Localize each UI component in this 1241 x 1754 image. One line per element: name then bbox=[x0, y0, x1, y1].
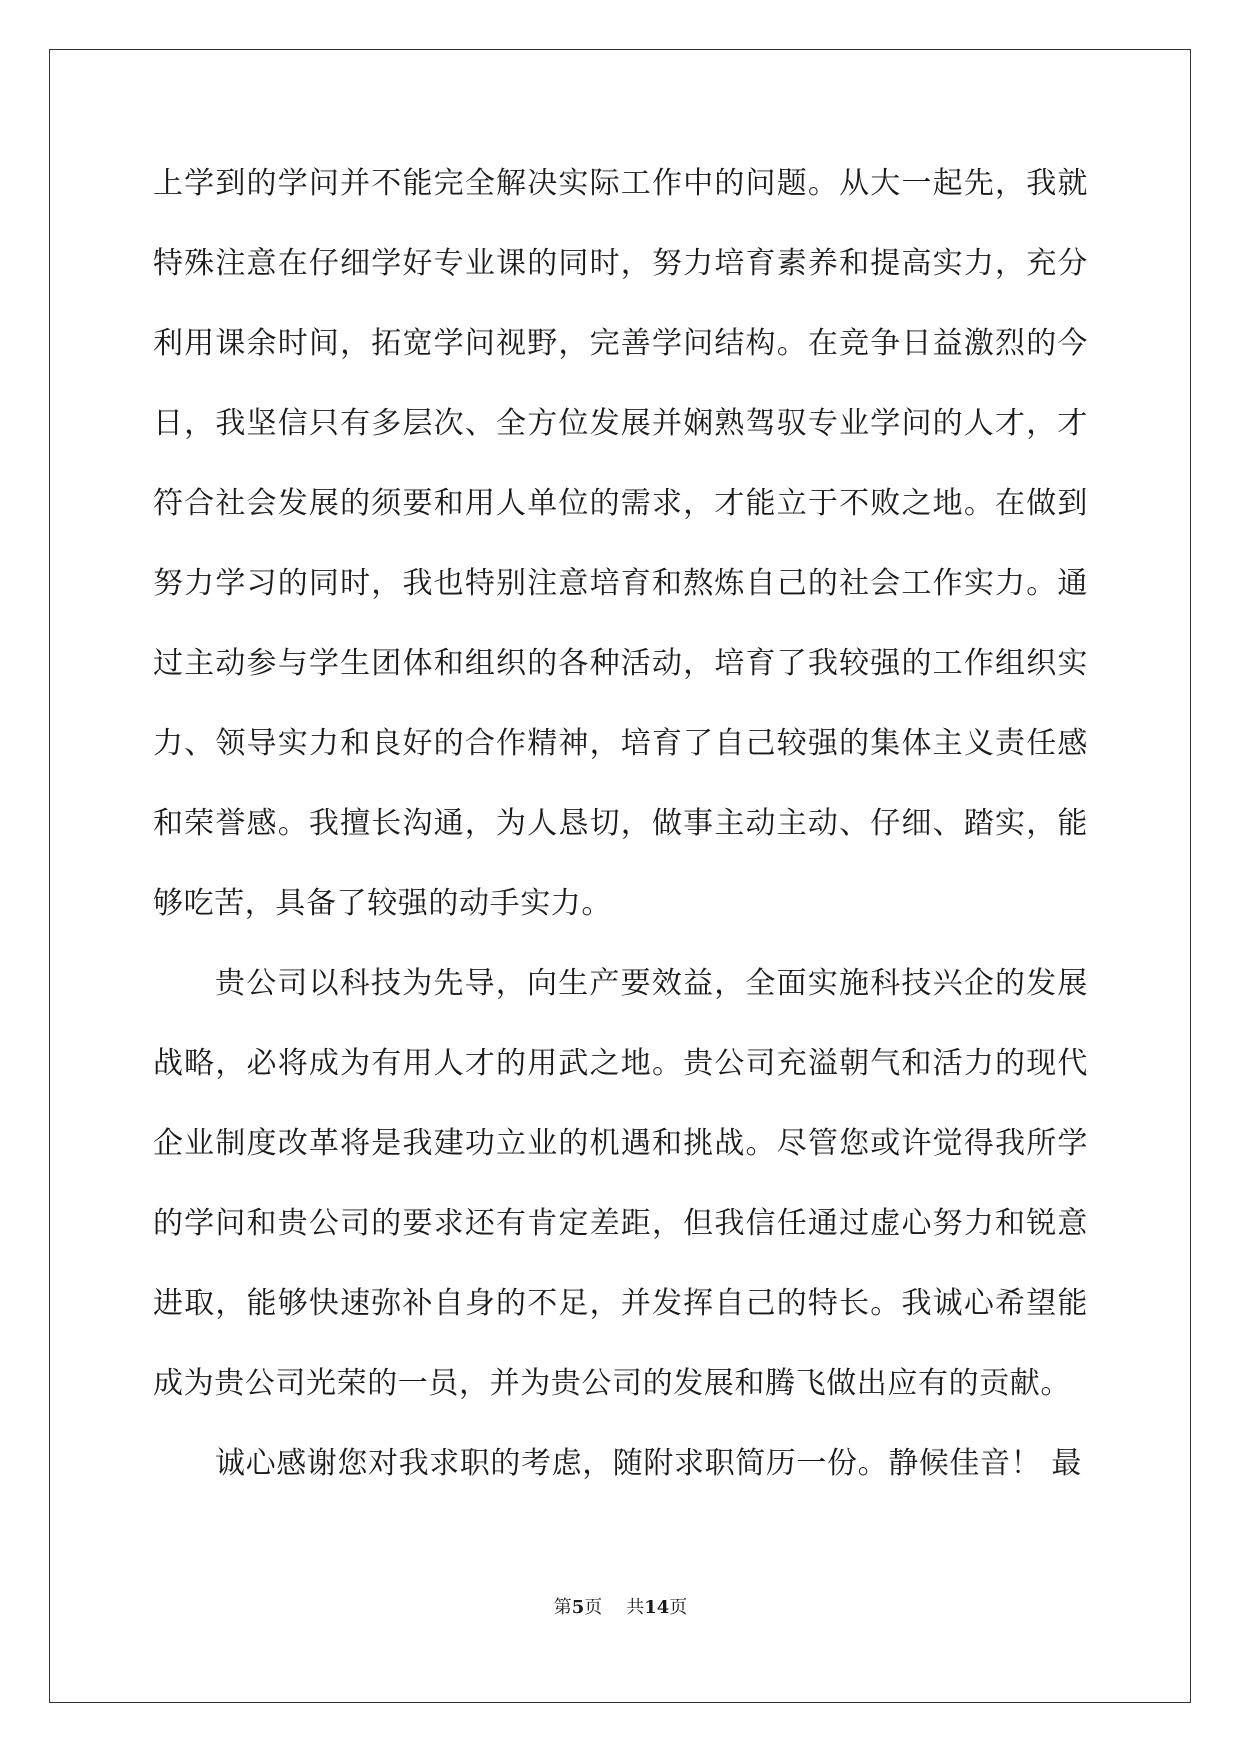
total-pages: 14 bbox=[644, 1597, 670, 1618]
page-prefix: 第 bbox=[553, 1597, 572, 1618]
text-line: 日，我坚信只有多层次、全方位发展并娴熟驾驭专业学问的人才，才 bbox=[153, 406, 1088, 441]
text-line: 特殊注意在仔细学好专业课的同时，努力培育素养和提高实力，充分 bbox=[153, 246, 1088, 281]
paragraph bbox=[153, 960, 1088, 1440]
text-line: 力、领导实力和良好的合作精神，培育了自己较强的集体主义责任感 bbox=[153, 726, 1088, 761]
page-number: 5 bbox=[571, 1597, 585, 1618]
text-line: 符合社会发展的须要和用人单位的需求，才能立于不败之地。在做到 bbox=[153, 486, 1088, 521]
paragraph bbox=[153, 160, 1088, 960]
page-footer bbox=[0, 1596, 1241, 1620]
text-line: 和荣誉感。我擅长沟通，为人恳切，做事主动主动、仔细、踏实，能 bbox=[153, 806, 1088, 841]
text-line: 企业制度改革将是我建功立业的机遇和挑战。尽管您或许觉得我所学 bbox=[153, 1126, 1088, 1161]
text-line: 战略，必将成为有用人才的用武之地。贵公司充溢朝气和活力的现代 bbox=[153, 1046, 1088, 1081]
text-line: 贵公司以科技为先导，向生产要效益，全面实施科技兴企的发展 bbox=[215, 966, 1088, 1001]
text-line: 努力学习的同时，我也特别注意培育和熬炼自己的社会工作实力。通 bbox=[153, 566, 1088, 601]
total-prefix: 共 bbox=[626, 1597, 645, 1618]
text-line: 上学到的学问并不能完全解决实际工作中的问题。从大一起先，我就 bbox=[153, 166, 1088, 201]
text-line: 利用课余时间，拓宽学问视野，完善学问结构。在竞争日益激烈的今 bbox=[153, 326, 1088, 361]
text-line: 的学问和贵公司的要求还有肯定差距，但我信任通过虚心努力和锐意 bbox=[153, 1206, 1088, 1241]
text-line: 诚心感谢您对我求职的考虑，随附求职简历一份。静候佳音！ 最 bbox=[215, 1446, 1082, 1481]
page-suffix: 页 bbox=[584, 1597, 603, 1618]
text-line: 够吃苦，具备了较强的动手实力。 bbox=[153, 886, 612, 921]
text-line: 过主动参与学生团体和组织的各种活动，培育了我较强的工作组织实 bbox=[153, 646, 1088, 681]
text-line: 成为贵公司光荣的一员，并为贵公司的发展和腾飞做出应有的贡献。 bbox=[153, 1366, 1071, 1401]
text-line: 进取，能够快速弥补自身的不足，并发挥自己的特长。我诚心希望能 bbox=[153, 1286, 1088, 1321]
paragraph bbox=[153, 1440, 1088, 1520]
total-suffix: 页 bbox=[669, 1597, 688, 1618]
body-text bbox=[153, 160, 1088, 1520]
